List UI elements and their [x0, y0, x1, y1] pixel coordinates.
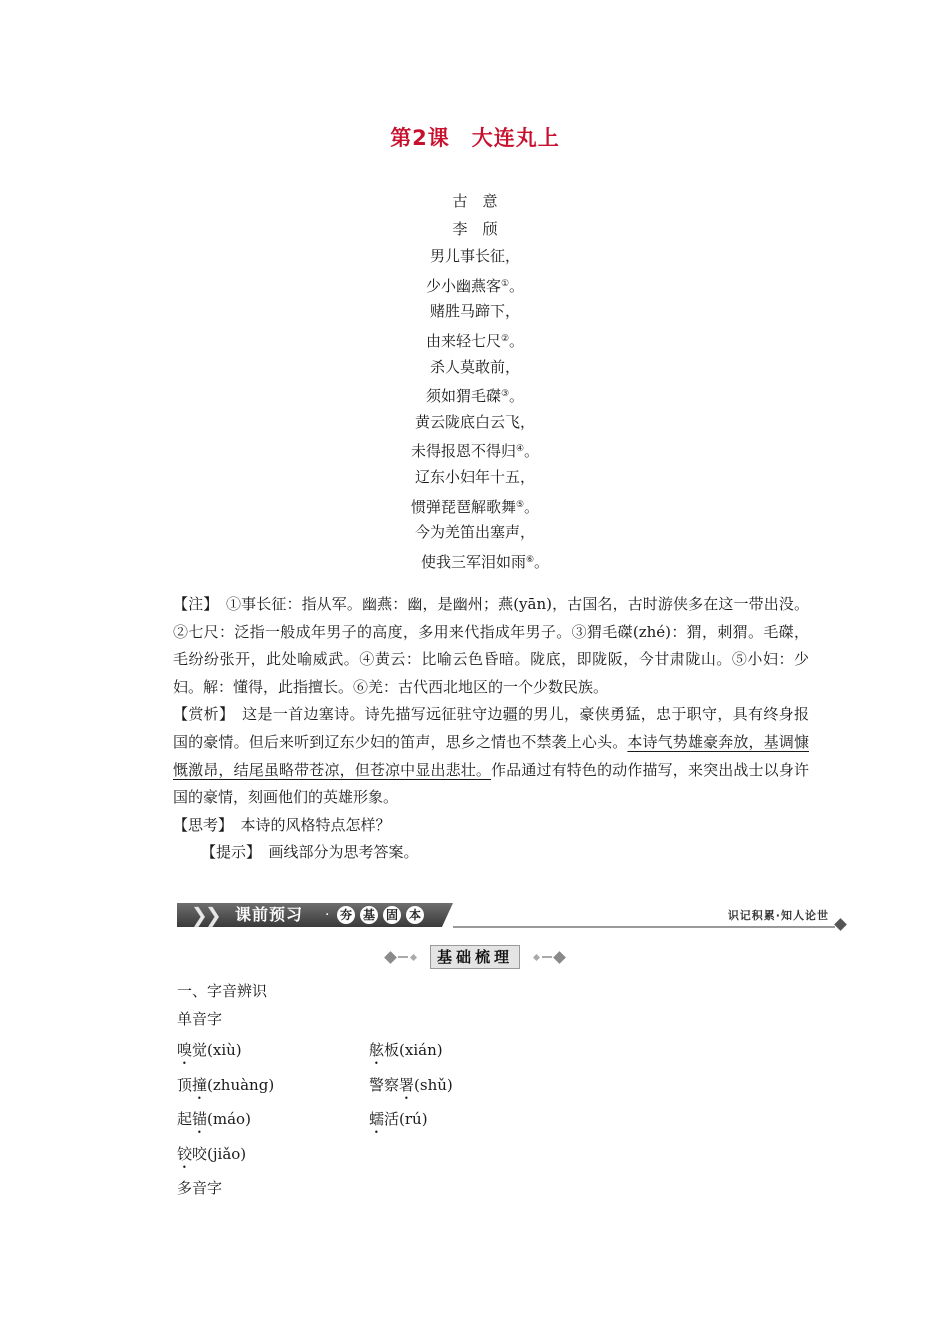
note-paragraph: [173, 591, 809, 701]
poem-line: [0, 409, 950, 437]
banner-label: 课前预习: [235, 905, 304, 924]
poem-line: [0, 492, 950, 520]
banner-dot: ·: [325, 907, 330, 923]
note-tag: 【注】: [173, 595, 211, 613]
poem-title: 古 意: [452, 192, 498, 210]
vocab-row: [177, 1137, 797, 1172]
poem-line: [0, 381, 950, 409]
chevron-right-icon: ❯: [205, 903, 222, 927]
section-heading: [0, 945, 950, 969]
banner-rule: [453, 926, 835, 928]
poem-line-punct: 。: [509, 387, 525, 406]
hint-tag: 【提示】: [201, 843, 254, 862]
footnote-marker: ④: [515, 444, 525, 455]
question-paragraph: [173, 812, 809, 840]
poem-lines: [0, 243, 950, 574]
footnote-marker: ⑤: [515, 499, 525, 510]
note-text: ①事长征：指从军。幽燕：幽，是幽州；燕(yān)，古国名，古时游侠多在这一带出没。②七尺：泛指一般成年男子的高度，多用来代指成年男子。③猬毛磔(zhé)：猬，刺猬。毛磔，毛纷纷张开，此处喻威武。④黄云：比喻云色昏暗。陇底，即陇阪，今甘肃陇山。⑤小妇：少妇。解：懂得，此指擅长。⑥羌：古代西北地区的一个少数民族。: [173, 595, 809, 696]
banner-right-label: 识记积累·知人论世: [727, 909, 829, 922]
target-character: 舷: [369, 1041, 385, 1059]
vocab-row: [177, 1068, 797, 1103]
poem-line-punct: 。: [509, 276, 525, 295]
poem-line-punct: 。: [524, 497, 540, 516]
poem-line-text: 赌胜马蹄下，: [429, 302, 520, 321]
poem-line: [0, 326, 950, 354]
vocab-section: [177, 977, 797, 1206]
diamond-icon: [384, 951, 397, 964]
poem-line-text: 未得报恩不得归: [410, 442, 516, 461]
poem-line-text: 由来轻七尺: [425, 331, 501, 350]
poem-line: [0, 298, 950, 326]
appreciation-underlined: 本诗气势雄豪奔放，基调慷慨激昂，结尾虽略带苍凉，但苍凉中显出悲壮。: [173, 732, 809, 779]
poem-line-text: 辽东小妇年十五，: [414, 467, 535, 486]
footnote-marker: ⑥: [525, 554, 535, 565]
footnote-marker: ③: [500, 389, 510, 400]
vocab-heading: 一、字音辨识: [177, 982, 268, 1000]
target-character: 嗅: [177, 1041, 193, 1059]
poem: [0, 188, 950, 574]
vocab-row: [177, 1033, 797, 1068]
poem-line-text: 今为羌笛出塞声，: [414, 523, 535, 542]
poem-line: [0, 243, 950, 271]
vocab-item: 起锚(máo): [177, 1110, 251, 1128]
diamond-icon: [533, 953, 540, 960]
poem-line-text: 惯弹琵琶解歌舞: [410, 497, 516, 516]
vocab-item: 顶撞(zhuàng): [177, 1075, 275, 1094]
poem-line-text: 黄云陇底白云飞，: [414, 412, 535, 431]
poem-line-punct: 。: [524, 442, 540, 461]
poem-line-text: 杀人莫敢前，: [429, 357, 520, 376]
footnote-marker: ①: [500, 278, 510, 289]
vocab-rows: [177, 1033, 797, 1171]
hint-paragraph: [173, 839, 809, 867]
vocab-subheading-multi: 多音字: [177, 1179, 223, 1197]
poem-author: 李 颀: [452, 219, 498, 238]
poem-line: [0, 271, 950, 299]
poem-line-text: 男儿事长征，: [429, 247, 520, 266]
poem-line: [0, 547, 950, 575]
banner-circle-char: 固: [383, 906, 401, 924]
poem-line: [0, 354, 950, 382]
poem-line-punct: 。: [534, 552, 550, 571]
poem-line: [0, 436, 950, 464]
target-character: 锚: [192, 1110, 208, 1128]
vocab-row: [177, 1102, 797, 1137]
target-character: 署: [399, 1075, 415, 1094]
vocab-item: 铰咬(jiǎo): [177, 1144, 247, 1163]
question-tag: 【思考】: [173, 815, 226, 834]
hint-text: 画线部分为思考答案。: [253, 843, 419, 862]
chevron-right-icon: ❯: [191, 903, 208, 927]
diamond-icon: [553, 951, 566, 964]
vocab-item: 嗅觉(xiù): [177, 1041, 242, 1059]
section-title: 基础梳理: [430, 945, 520, 969]
lesson-title: 第2课 大连丸上: [390, 126, 560, 150]
poem-line-text: 须如猬毛磔: [425, 387, 501, 406]
banner-circle-char: 本: [406, 906, 424, 924]
section-banner: [177, 901, 847, 929]
vocab-item: 舷板(xián): [369, 1041, 443, 1059]
poem-line: [0, 464, 950, 492]
poem-line-text: 使我三军泪如雨: [420, 552, 526, 571]
diamond-icon: [410, 953, 417, 960]
appreciation-paragraph: [173, 701, 809, 811]
appreciation-tag: 【赏析】: [173, 705, 227, 724]
appreciation-text-a: 这是一首边塞诗。诗先描写远征驻守边疆的男儿，豪侠勇猛，忠于职守，具有终身报国的豪情。但后来听到辽东少妇的笛声，思乡之情也不禁袭上心头。: [173, 705, 809, 751]
banner-circle-char: 夯: [337, 906, 355, 924]
appreciation-text-b: 作品通过有特色的动作描写，来突出战士以身许国的豪情，刻画他们的英雄形象。: [173, 760, 809, 807]
target-character: 撞: [192, 1075, 208, 1094]
banner-circle-char: 基: [360, 906, 378, 924]
vocab-item: 蠕活(rú): [369, 1110, 428, 1128]
poem-line-punct: 。: [509, 331, 525, 350]
poem-line-text: 少小幽燕客: [425, 276, 501, 295]
target-character: 蠕: [369, 1110, 385, 1128]
poem-line: [0, 519, 950, 547]
footnote-marker: ②: [500, 333, 510, 344]
annotation-block: [173, 591, 809, 867]
question-text: 本诗的风格特点怎样？: [225, 815, 391, 834]
vocab-item: 警察署(shǔ): [369, 1075, 453, 1094]
diamond-icon: [834, 918, 847, 931]
target-character: 铰: [177, 1144, 193, 1163]
vocab-subheading-single: 单音字: [177, 1010, 223, 1028]
